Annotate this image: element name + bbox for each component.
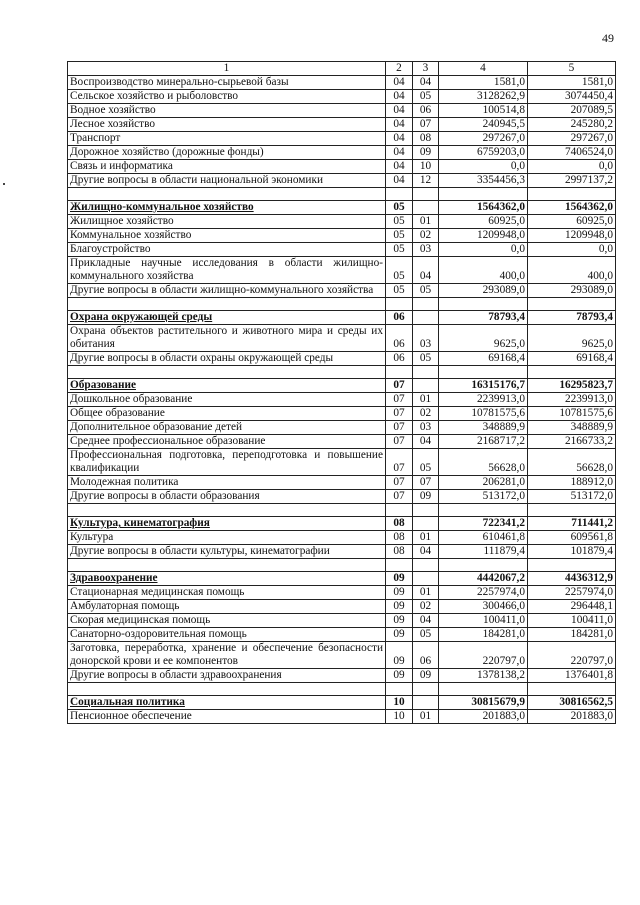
cell-subsection-code: 01 <box>413 586 439 600</box>
table-row <box>68 435 616 449</box>
cell-section-code: 07 <box>386 490 413 504</box>
cell-name: Лесное хозяйство <box>68 118 386 132</box>
cell-subsection-code: 02 <box>413 407 439 421</box>
empty-cell <box>68 504 386 517</box>
cell-subsection-code <box>413 379 439 393</box>
cell-name: Жилищное хозяйство <box>68 215 386 229</box>
cell-section-code: 04 <box>386 118 413 132</box>
cell-name: Общее образование <box>68 407 386 421</box>
cell-value-2: 1581,0 <box>528 76 616 90</box>
cell-section-code: 05 <box>386 201 413 215</box>
cell-value-1: 3128262,9 <box>439 90 528 104</box>
cell-section-code: 09 <box>386 572 413 586</box>
cell-value-2: 0,0 <box>528 243 616 257</box>
cell-section-code: 06 <box>386 325 413 352</box>
cell-value-2: 30816562,5 <box>528 696 616 710</box>
cell-name: Другие вопросы в области культуры, кинематографии <box>68 545 386 559</box>
cell-value-1: 2257974,0 <box>439 586 528 600</box>
empty-cell <box>528 188 616 201</box>
cell-value-1: 513172,0 <box>439 490 528 504</box>
table-row <box>68 600 616 614</box>
cell-name: Водное хозяйство <box>68 104 386 118</box>
table-row <box>68 160 616 174</box>
empty-cell <box>528 504 616 517</box>
cell-name: Амбулаторная помощь <box>68 600 386 614</box>
cell-value-1: 9625,0 <box>439 325 528 352</box>
table-row <box>68 393 616 407</box>
cell-section-code: 04 <box>386 146 413 160</box>
empty-cell <box>68 188 386 201</box>
cell-value-1: 56628,0 <box>439 449 528 476</box>
cell-section-code: 05 <box>386 257 413 284</box>
cell-name: Прикладные научные исследования в области жилищно-коммунального хозяйства <box>68 257 386 284</box>
empty-cell <box>413 298 439 311</box>
cell-value-2: 293089,0 <box>528 284 616 298</box>
cell-name: Скорая медицинская помощь <box>68 614 386 628</box>
cell-name: Культура, кинематография <box>68 517 386 531</box>
table-row <box>68 215 616 229</box>
table-row <box>68 90 616 104</box>
cell-value-1: 78793,4 <box>439 311 528 325</box>
cell-subsection-code <box>413 517 439 531</box>
cell-value-2: 56628,0 <box>528 449 616 476</box>
cell-value-1: 201883,0 <box>439 710 528 724</box>
table-row <box>68 614 616 628</box>
cell-value-2: 296448,1 <box>528 600 616 614</box>
cell-name: Другие вопросы в области охраны окружающей среды <box>68 352 386 366</box>
cell-name: Охрана объектов растительного и животного мира и среды их обитания <box>68 325 386 352</box>
empty-cell <box>386 504 413 517</box>
cell-section-code: 04 <box>386 160 413 174</box>
cell-value-1: 610461,8 <box>439 531 528 545</box>
cell-value-1: 300466,0 <box>439 600 528 614</box>
cell-subsection-code: 01 <box>413 531 439 545</box>
spacer-row <box>68 683 616 696</box>
cell-name: Заготовка, переработка, хранение и обеспечение безопасности донорской крови и ее компонентов <box>68 642 386 669</box>
table-row <box>68 132 616 146</box>
cell-subsection-code: 02 <box>413 600 439 614</box>
cell-section-code: 04 <box>386 132 413 146</box>
cell-subsection-code: 03 <box>413 325 439 352</box>
cell-value-1: 69168,4 <box>439 352 528 366</box>
cell-value-2: 400,0 <box>528 257 616 284</box>
cell-value-2: 220797,0 <box>528 642 616 669</box>
cell-name: Дошкольное образование <box>68 393 386 407</box>
cell-value-2: 711441,2 <box>528 517 616 531</box>
cell-name: Молодежная политика <box>68 476 386 490</box>
cell-value-2: 2997137,2 <box>528 174 616 188</box>
table-row <box>68 407 616 421</box>
table-row <box>68 449 616 476</box>
cell-section-code: 04 <box>386 174 413 188</box>
cell-subsection-code: 09 <box>413 669 439 683</box>
spacer-row <box>68 504 616 517</box>
cell-value-2: 4436312,9 <box>528 572 616 586</box>
cell-subsection-code: 01 <box>413 393 439 407</box>
section-total-row <box>68 379 616 393</box>
cell-section-code: 06 <box>386 352 413 366</box>
spacer-row <box>68 298 616 311</box>
cell-subsection-code <box>413 201 439 215</box>
cell-name: Воспроизводство минерально-сырьевой базы <box>68 76 386 90</box>
spacer-row <box>68 188 616 201</box>
cell-value-2: 297267,0 <box>528 132 616 146</box>
empty-cell <box>439 559 528 572</box>
cell-value-1: 6759203,0 <box>439 146 528 160</box>
section-total-row <box>68 696 616 710</box>
cell-name: Связь и информатика <box>68 160 386 174</box>
cell-value-2: 609561,8 <box>528 531 616 545</box>
budget-table <box>67 61 616 724</box>
cell-value-1: 100411,0 <box>439 614 528 628</box>
cell-section-code: 09 <box>386 614 413 628</box>
cell-subsection-code: 01 <box>413 710 439 724</box>
cell-value-1: 60925,0 <box>439 215 528 229</box>
cell-section-code: 09 <box>386 628 413 642</box>
table-row <box>68 586 616 600</box>
cell-subsection-code: 06 <box>413 104 439 118</box>
cell-subsection-code: 05 <box>413 449 439 476</box>
cell-value-1: 30815679,9 <box>439 696 528 710</box>
cell-section-code: 09 <box>386 642 413 669</box>
stray-mark <box>3 183 5 185</box>
table-row <box>68 325 616 352</box>
cell-name: Другие вопросы в области национальной экономики <box>68 174 386 188</box>
empty-cell <box>439 504 528 517</box>
empty-cell <box>386 298 413 311</box>
cell-value-1: 4442067,2 <box>439 572 528 586</box>
cell-subsection-code: 04 <box>413 614 439 628</box>
table-row <box>68 531 616 545</box>
table-row <box>68 257 616 284</box>
cell-value-2: 3074450,4 <box>528 90 616 104</box>
cell-subsection-code: 07 <box>413 118 439 132</box>
empty-cell <box>413 188 439 201</box>
cell-section-code: 10 <box>386 710 413 724</box>
table-row <box>68 476 616 490</box>
cell-name: Другие вопросы в области здравоохранения <box>68 669 386 683</box>
cell-name: Культура <box>68 531 386 545</box>
cell-section-code: 08 <box>386 517 413 531</box>
cell-value-2: 10781575,6 <box>528 407 616 421</box>
empty-cell <box>439 188 528 201</box>
table-row <box>68 490 616 504</box>
cell-value-2: 78793,4 <box>528 311 616 325</box>
cell-value-2: 60925,0 <box>528 215 616 229</box>
cell-name: Охрана окружающей среды <box>68 311 386 325</box>
cell-value-1: 240945,5 <box>439 118 528 132</box>
empty-cell <box>386 559 413 572</box>
cell-section-code: 08 <box>386 545 413 559</box>
cell-value-1: 1378138,2 <box>439 669 528 683</box>
cell-section-code: 05 <box>386 215 413 229</box>
cell-name: Образование <box>68 379 386 393</box>
empty-cell <box>386 188 413 201</box>
cell-name: Здравоохранение <box>68 572 386 586</box>
cell-subsection-code <box>413 696 439 710</box>
cell-subsection-code: 03 <box>413 243 439 257</box>
cell-value-1: 111879,4 <box>439 545 528 559</box>
cell-section-code: 04 <box>386 90 413 104</box>
cell-value-1: 220797,0 <box>439 642 528 669</box>
cell-value-1: 10781575,6 <box>439 407 528 421</box>
cell-value-2: 9625,0 <box>528 325 616 352</box>
cell-value-2: 2166733,2 <box>528 435 616 449</box>
spacer-row <box>68 559 616 572</box>
empty-cell <box>68 298 386 311</box>
table-row <box>68 118 616 132</box>
table-row <box>68 104 616 118</box>
table-row <box>68 352 616 366</box>
cell-subsection-code: 02 <box>413 229 439 243</box>
empty-cell <box>68 683 386 696</box>
cell-value-2: 101879,4 <box>528 545 616 559</box>
table-row <box>68 243 616 257</box>
cell-value-1: 1581,0 <box>439 76 528 90</box>
cell-subsection-code: 03 <box>413 421 439 435</box>
cell-value-1: 2239913,0 <box>439 393 528 407</box>
page-number: 49 <box>602 31 614 45</box>
table-row <box>68 284 616 298</box>
cell-value-2: 69168,4 <box>528 352 616 366</box>
cell-name: Транспорт <box>68 132 386 146</box>
cell-section-code: 09 <box>386 669 413 683</box>
cell-section-code: 06 <box>386 311 413 325</box>
empty-cell <box>439 683 528 696</box>
header-cell-value-2: 5 <box>528 62 616 76</box>
cell-name: Среднее профессиональное образование <box>68 435 386 449</box>
cell-name: Другие вопросы в области образования <box>68 490 386 504</box>
empty-cell <box>386 683 413 696</box>
cell-name: Социальная политика <box>68 696 386 710</box>
cell-section-code: 08 <box>386 531 413 545</box>
section-total-row <box>68 201 616 215</box>
cell-value-2: 348889,9 <box>528 421 616 435</box>
cell-value-1: 1564362,0 <box>439 201 528 215</box>
cell-value-2: 16295823,7 <box>528 379 616 393</box>
cell-value-2: 207089,5 <box>528 104 616 118</box>
cell-value-2: 1564362,0 <box>528 201 616 215</box>
header-cell-name: 1 <box>68 62 386 76</box>
cell-value-1: 16315176,7 <box>439 379 528 393</box>
cell-name: Коммунальное хозяйство <box>68 229 386 243</box>
cell-subsection-code: 05 <box>413 90 439 104</box>
cell-value-2: 1376401,8 <box>528 669 616 683</box>
table-row <box>68 76 616 90</box>
table-row <box>68 710 616 724</box>
cell-value-2: 2257974,0 <box>528 586 616 600</box>
cell-section-code: 07 <box>386 476 413 490</box>
cell-subsection-code: 04 <box>413 435 439 449</box>
cell-value-1: 722341,2 <box>439 517 528 531</box>
cell-section-code: 05 <box>386 243 413 257</box>
empty-cell <box>528 366 616 379</box>
cell-value-2: 1209948,0 <box>528 229 616 243</box>
cell-name: Санаторно-оздоровительная помощь <box>68 628 386 642</box>
cell-value-2: 0,0 <box>528 160 616 174</box>
cell-subsection-code: 06 <box>413 642 439 669</box>
cell-name: Жилищно-коммунальное хозяйство <box>68 201 386 215</box>
spacer-row <box>68 366 616 379</box>
table-row <box>68 174 616 188</box>
empty-cell <box>413 683 439 696</box>
table-row <box>68 229 616 243</box>
table-row <box>68 628 616 642</box>
cell-subsection-code: 05 <box>413 352 439 366</box>
cell-value-2: 2239913,0 <box>528 393 616 407</box>
cell-subsection-code: 01 <box>413 215 439 229</box>
table-row <box>68 642 616 669</box>
cell-value-2: 7406524,0 <box>528 146 616 160</box>
cell-subsection-code: 10 <box>413 160 439 174</box>
cell-section-code: 07 <box>386 407 413 421</box>
cell-name: Другие вопросы в области жилищно-коммунального хозяйства <box>68 284 386 298</box>
cell-subsection-code <box>413 311 439 325</box>
cell-section-code: 09 <box>386 600 413 614</box>
empty-cell <box>528 298 616 311</box>
cell-section-code: 05 <box>386 284 413 298</box>
empty-cell <box>528 683 616 696</box>
cell-subsection-code: 05 <box>413 284 439 298</box>
table-body <box>68 62 616 724</box>
cell-value-1: 184281,0 <box>439 628 528 642</box>
table-row <box>68 669 616 683</box>
cell-section-code: 09 <box>386 586 413 600</box>
cell-value-2: 513172,0 <box>528 490 616 504</box>
table-row <box>68 421 616 435</box>
header-cell-subsection: 3 <box>413 62 439 76</box>
empty-cell <box>68 559 386 572</box>
cell-subsection-code: 04 <box>413 545 439 559</box>
cell-section-code: 05 <box>386 229 413 243</box>
empty-cell <box>439 366 528 379</box>
cell-value-1: 1209948,0 <box>439 229 528 243</box>
section-total-row <box>68 517 616 531</box>
cell-section-code: 07 <box>386 393 413 407</box>
cell-section-code: 07 <box>386 421 413 435</box>
cell-value-2: 100411,0 <box>528 614 616 628</box>
table-row <box>68 545 616 559</box>
section-total-row <box>68 311 616 325</box>
cell-name: Дорожное хозяйство (дорожные фонды) <box>68 146 386 160</box>
cell-value-2: 184281,0 <box>528 628 616 642</box>
table-row <box>68 146 616 160</box>
cell-name: Благоустройство <box>68 243 386 257</box>
cell-value-1: 0,0 <box>439 243 528 257</box>
cell-value-1: 2168717,2 <box>439 435 528 449</box>
cell-subsection-code: 07 <box>413 476 439 490</box>
cell-name: Стационарная медицинская помощь <box>68 586 386 600</box>
cell-value-2: 201883,0 <box>528 710 616 724</box>
header-row <box>68 62 616 76</box>
cell-section-code: 07 <box>386 379 413 393</box>
empty-cell <box>386 366 413 379</box>
cell-subsection-code: 09 <box>413 146 439 160</box>
section-total-row <box>68 572 616 586</box>
cell-value-1: 400,0 <box>439 257 528 284</box>
cell-subsection-code: 04 <box>413 257 439 284</box>
cell-name: Дополнительное образование детей <box>68 421 386 435</box>
empty-cell <box>413 366 439 379</box>
cell-value-1: 206281,0 <box>439 476 528 490</box>
empty-cell <box>439 298 528 311</box>
cell-subsection-code: 09 <box>413 490 439 504</box>
cell-value-1: 3354456,3 <box>439 174 528 188</box>
cell-subsection-code: 05 <box>413 628 439 642</box>
empty-cell <box>413 559 439 572</box>
cell-subsection-code: 04 <box>413 76 439 90</box>
empty-cell <box>528 559 616 572</box>
cell-value-1: 0,0 <box>439 160 528 174</box>
cell-name: Сельское хозяйство и рыболовство <box>68 90 386 104</box>
cell-name: Профессиональная подготовка, переподготовка и повышение квалификации <box>68 449 386 476</box>
empty-cell <box>413 504 439 517</box>
cell-subsection-code: 12 <box>413 174 439 188</box>
cell-section-code: 10 <box>386 696 413 710</box>
cell-section-code: 07 <box>386 435 413 449</box>
cell-subsection-code <box>413 572 439 586</box>
cell-value-1: 297267,0 <box>439 132 528 146</box>
cell-value-2: 188912,0 <box>528 476 616 490</box>
cell-subsection-code: 08 <box>413 132 439 146</box>
cell-name: Пенсионное обеспечение <box>68 710 386 724</box>
cell-section-code: 04 <box>386 104 413 118</box>
cell-value-1: 100514,8 <box>439 104 528 118</box>
cell-value-1: 348889,9 <box>439 421 528 435</box>
header-cell-value-1: 4 <box>439 62 528 76</box>
empty-cell <box>68 366 386 379</box>
header-cell-section: 2 <box>386 62 413 76</box>
cell-section-code: 07 <box>386 449 413 476</box>
cell-value-1: 293089,0 <box>439 284 528 298</box>
cell-value-2: 245280,2 <box>528 118 616 132</box>
cell-section-code: 04 <box>386 76 413 90</box>
